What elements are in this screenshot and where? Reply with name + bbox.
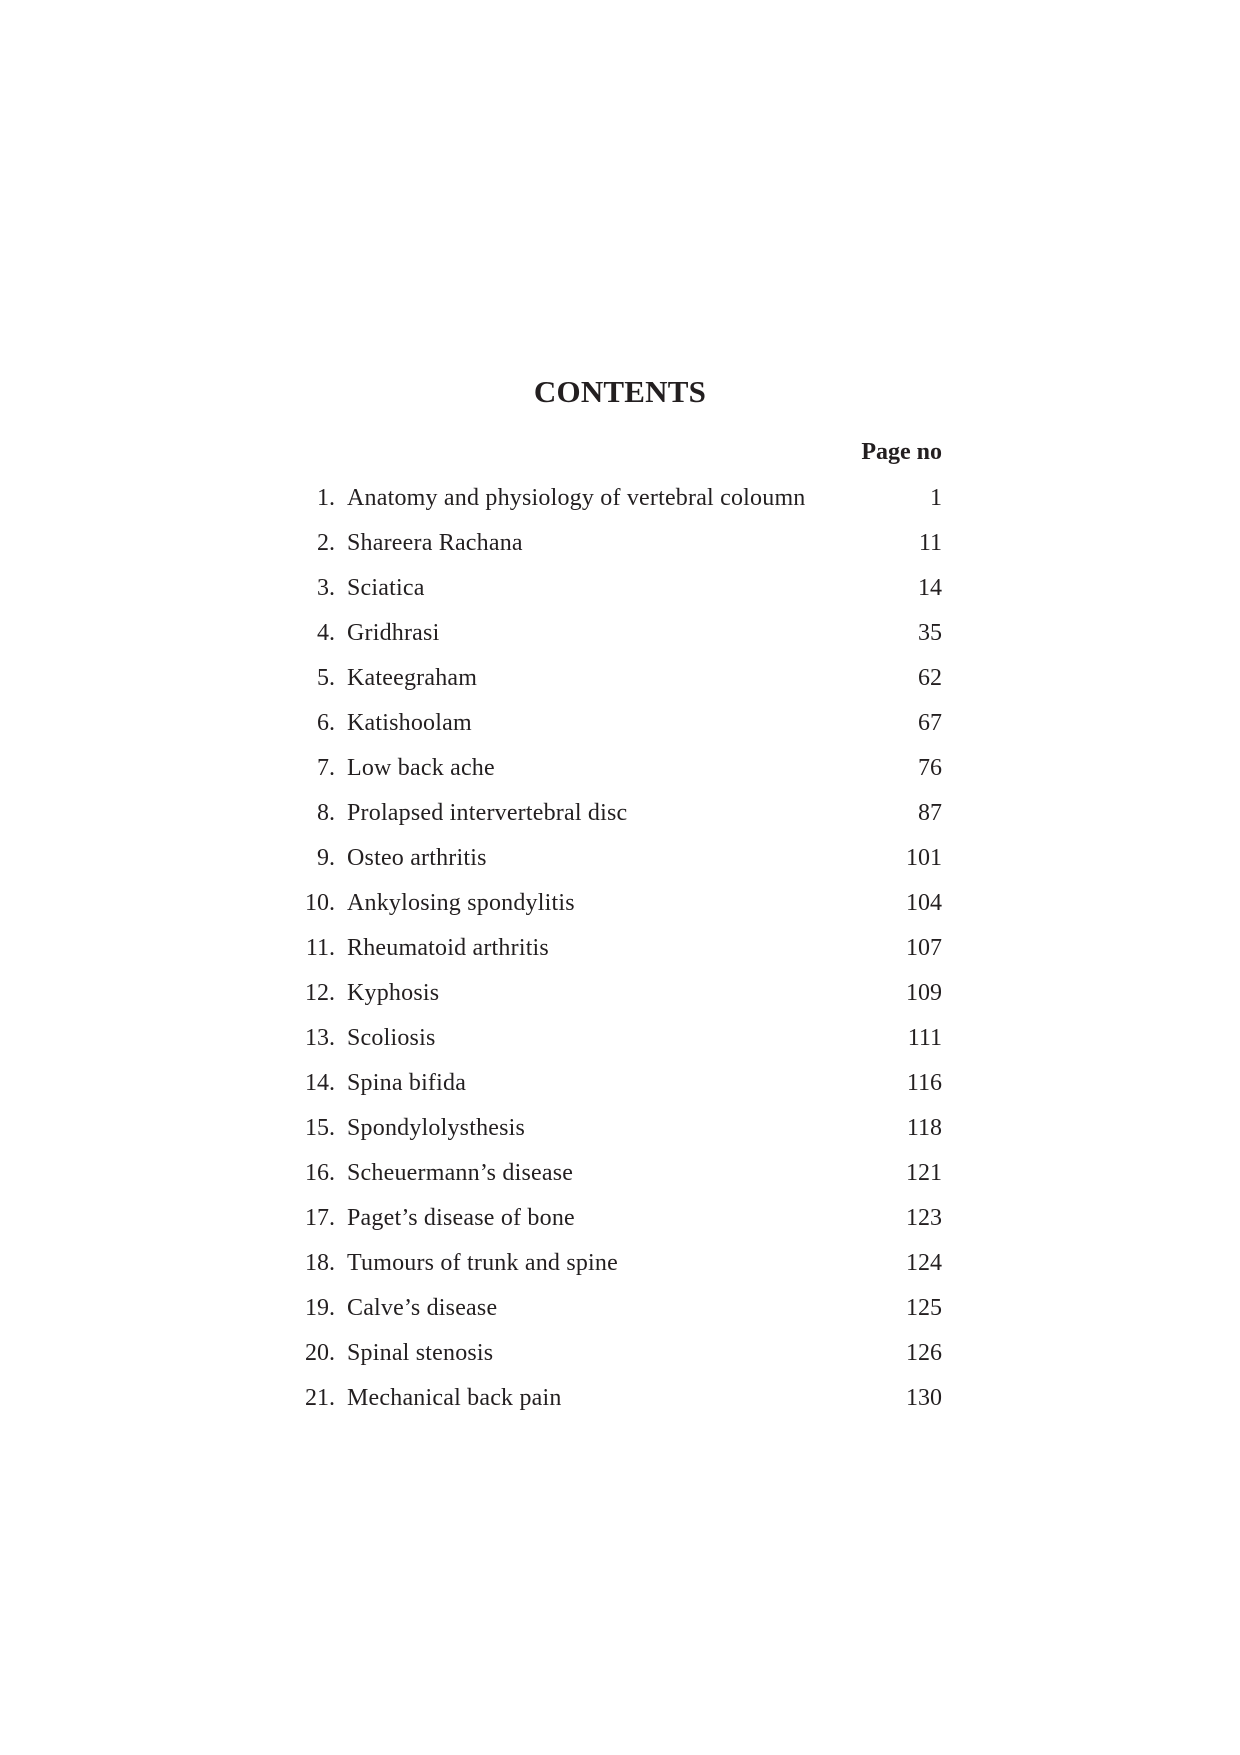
toc-entry xyxy=(290,1337,942,1382)
toc-entry-title: Anatomy and physiology of vertebral coloumn xyxy=(347,485,806,511)
toc-entry-number: 12. xyxy=(305,980,335,1006)
toc-entry-number: 6. xyxy=(317,710,335,736)
toc-entry-title: Spondylolysthesis xyxy=(347,1115,526,1141)
toc-entry xyxy=(290,617,942,662)
toc-entry-number: 16. xyxy=(305,1160,335,1186)
toc-entry-number: 20. xyxy=(305,1340,335,1366)
toc-entry xyxy=(290,527,942,572)
toc-entry-title: Shareera Rachana xyxy=(347,530,523,556)
toc-entry xyxy=(290,1022,942,1067)
toc-entry-page-number: 14 xyxy=(918,575,942,601)
toc-entry-number: 14. xyxy=(305,1070,335,1096)
toc-entry-page-number: 124 xyxy=(906,1250,942,1276)
toc-entry xyxy=(290,1202,942,1247)
toc-entry-title: Calve’s disease xyxy=(347,1295,498,1321)
toc-entry xyxy=(290,572,942,617)
toc-entry-title: Rheumatoid arthritis xyxy=(347,935,549,961)
toc-entry-title: Spinal stenosis xyxy=(347,1340,494,1366)
toc-entry xyxy=(290,797,942,842)
toc-entry-number: 18. xyxy=(305,1250,335,1276)
toc-entry-number: 21. xyxy=(305,1385,335,1411)
toc-entry-title: Sciatica xyxy=(347,575,425,601)
toc-entry xyxy=(290,932,942,977)
toc-entry-title: Ankylosing spondylitis xyxy=(347,890,575,916)
toc-entry-page-number: 118 xyxy=(906,1115,942,1141)
toc-entry-number: 7. xyxy=(317,755,335,781)
toc-entry xyxy=(290,1247,942,1292)
page-number-column-header: Page no xyxy=(861,439,942,465)
toc-entry-title: Tumours of trunk and spine xyxy=(347,1250,618,1276)
toc-entry-page-number: 116 xyxy=(906,1070,942,1096)
toc-entry xyxy=(290,1157,942,1202)
toc-entry-page-number: 1 xyxy=(930,485,942,511)
toc-entry-title: Prolapsed intervertebral disc xyxy=(347,800,628,826)
toc-entry-title: Low back ache xyxy=(347,755,495,781)
toc-entry-title: Katishoolam xyxy=(347,710,472,736)
toc-entry-page-number: 11 xyxy=(918,530,942,556)
toc-entry-number: 5. xyxy=(317,665,335,691)
toc-entry-number: 10. xyxy=(305,890,335,916)
toc-entry xyxy=(290,1112,942,1157)
toc-entry xyxy=(290,842,942,887)
toc-entry-page-number: 107 xyxy=(906,935,942,961)
toc-entry-number: 3. xyxy=(317,575,335,601)
toc-entry-page-number: 109 xyxy=(906,980,942,1006)
toc-entry-number: 15. xyxy=(305,1115,335,1141)
toc-entry xyxy=(290,1292,942,1337)
toc-entry-title: Spina bifida xyxy=(347,1070,467,1096)
toc-entry-number: 9. xyxy=(317,845,335,871)
toc-entry-page-number: 125 xyxy=(906,1295,942,1321)
toc-entry-number: 1. xyxy=(317,485,335,511)
toc-entry-page-number: 101 xyxy=(906,845,942,871)
table-of-contents xyxy=(290,482,942,1427)
toc-entry xyxy=(290,482,942,527)
toc-entry-page-number: 67 xyxy=(918,710,942,736)
toc-entry-page-number: 130 xyxy=(906,1385,942,1411)
toc-entry xyxy=(290,977,942,1022)
toc-entry xyxy=(290,1067,942,1112)
toc-entry-title: Mechanical back pain xyxy=(347,1385,562,1411)
toc-entry xyxy=(290,887,942,932)
page-title: CONTENTS xyxy=(533,374,707,409)
toc-entry-title: Osteo arthritis xyxy=(347,845,487,871)
toc-entry-page-number: 76 xyxy=(918,755,942,781)
toc-entry-number: 8. xyxy=(317,800,335,826)
toc-entry-page-number: 104 xyxy=(906,890,942,916)
toc-entry-title: Gridhrasi xyxy=(347,620,440,646)
toc-entry-number: 19. xyxy=(305,1295,335,1321)
toc-entry-number: 11. xyxy=(305,935,335,961)
toc-entry xyxy=(290,752,942,797)
toc-entry-page-number: 123 xyxy=(906,1205,942,1231)
toc-entry-number: 17. xyxy=(305,1205,335,1231)
toc-entry xyxy=(290,1382,942,1427)
toc-entry xyxy=(290,662,942,707)
toc-entry-page-number: 111 xyxy=(907,1025,942,1051)
toc-entry-number: 2. xyxy=(317,530,335,556)
toc-entry-number: 4. xyxy=(317,620,335,646)
toc-entry-page-number: 121 xyxy=(906,1160,942,1186)
toc-entry-page-number: 62 xyxy=(918,665,942,691)
toc-entry-page-number: 126 xyxy=(906,1340,942,1366)
toc-entry-page-number: 35 xyxy=(918,620,942,646)
toc-entry-title: Paget’s disease of bone xyxy=(347,1205,575,1231)
toc-entry-title: Kyphosis xyxy=(347,980,440,1006)
toc-entry-number: 13. xyxy=(305,1025,335,1051)
toc-entry-title: Scoliosis xyxy=(347,1025,436,1051)
toc-entry-title: Kateegraham xyxy=(347,665,478,691)
toc-entry xyxy=(290,707,942,752)
toc-entry-page-number: 87 xyxy=(918,800,942,826)
toc-entry-title: Scheuermann’s disease xyxy=(347,1160,574,1186)
